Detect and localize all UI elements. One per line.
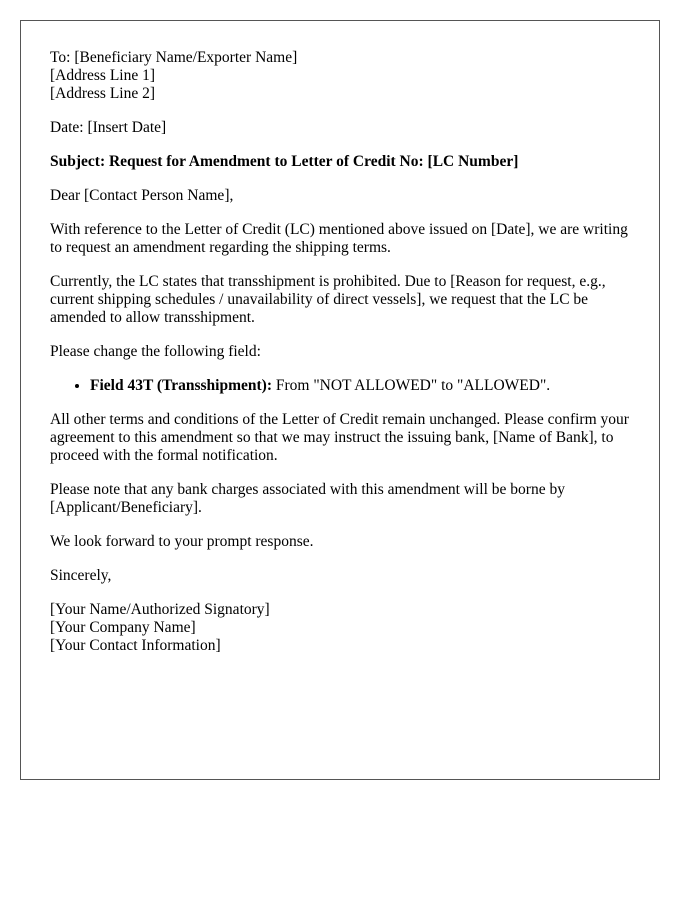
paragraph-reference: With reference to the Letter of Credit (LC) mentioned above issued on [Date], we are writing to request an amendment regarding the shipping terms. [50, 221, 628, 256]
closing: Sincerely, [50, 567, 112, 584]
signature-block [50, 601, 632, 655]
letter-subject: Subject: Request for Amendment to Letter of Credit No: [LC Number] [50, 153, 519, 170]
paragraph-unchanged-terms: All other terms and conditions of the Letter of Credit remain unchanged. Please confirm your agreement to this amendment so that we may instruct the issuing bank, [Name of Bank], to proceed with the formal notification. [50, 411, 629, 464]
amendment-field-list [50, 377, 632, 395]
paragraph-bank-charges: Please note that any bank charges associated with this amendment will be borne by [Applicant/Beneficiary]. [50, 481, 565, 516]
paragraph-change-intro: Please change the following field: [50, 343, 261, 360]
paragraph-current-state: Currently, the LC states that transshipment is prohibited. Due to [Reason for request, e.g., current shipping schedules / unavailability of direct vessels], we request that the LC be amended to allow transshipment. [50, 273, 606, 326]
amendment-field-label: Field 43T (Transshipment): [90, 377, 272, 394]
amendment-field-change: From "NOT ALLOWED" to "ALLOWED". [272, 377, 551, 394]
recipient-address-line-2: [Address Line 2] [50, 85, 156, 102]
salutation: Dear [Contact Person Name], [50, 187, 234, 204]
signature-company: [Your Company Name] [50, 619, 196, 636]
recipient-address-line-1: [Address Line 1] [50, 67, 156, 84]
letter-page [20, 20, 660, 780]
recipient-block [50, 49, 632, 103]
recipient-name: To: [Beneficiary Name/Exporter Name] [50, 49, 298, 66]
letter-date: Date: [Insert Date] [50, 119, 167, 136]
amendment-field-item [90, 377, 632, 395]
signature-contact: [Your Contact Information] [50, 637, 221, 654]
paragraph-closing-remark: We look forward to your prompt response. [50, 533, 314, 550]
letter-body [50, 49, 632, 655]
signature-name: [Your Name/Authorized Signatory] [50, 601, 270, 618]
